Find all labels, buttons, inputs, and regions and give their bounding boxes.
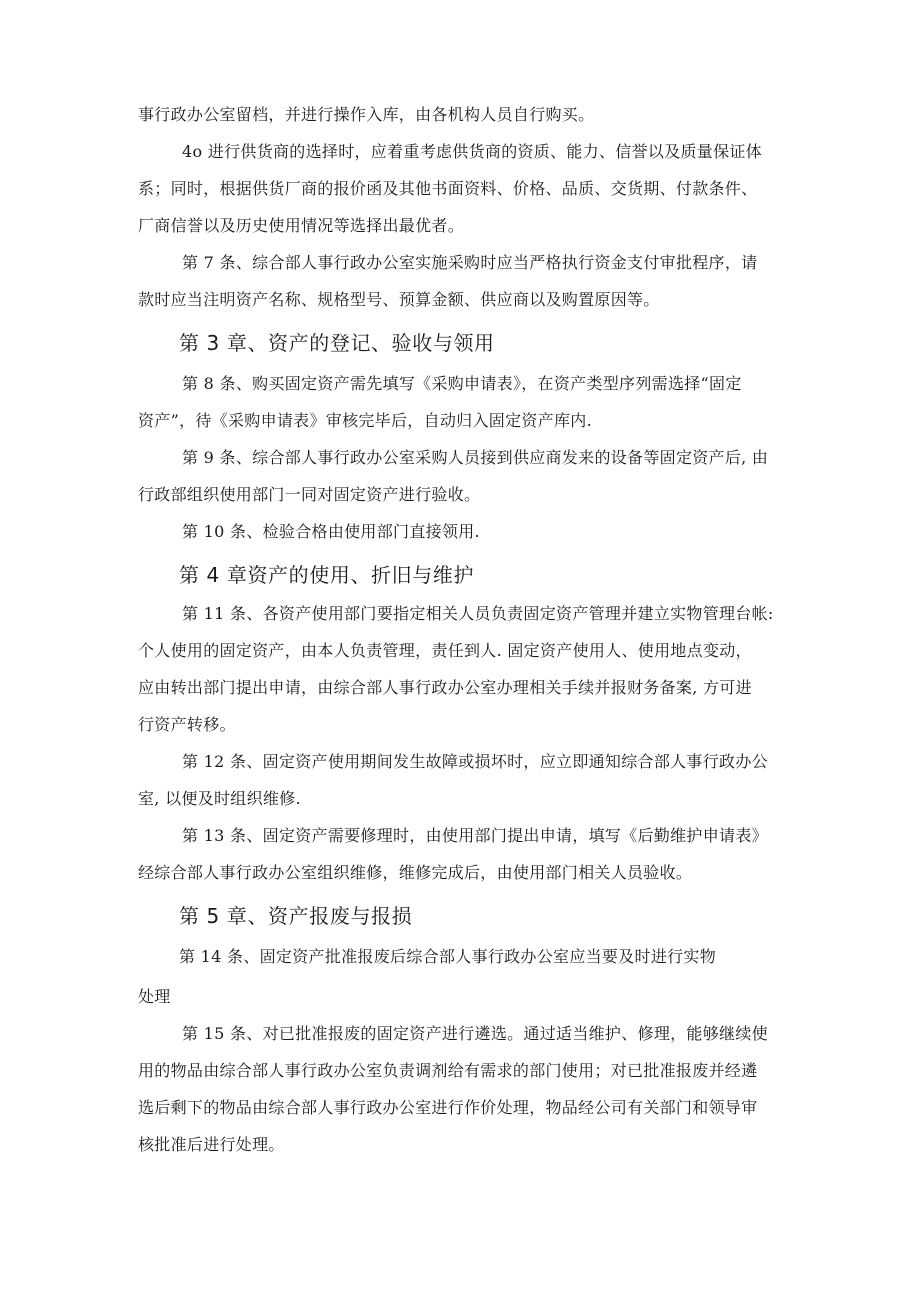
text-line: 第 12 条、固定资产使用期间发生故障或损坏时，应立即通知综合部人事行政办公 [182,752,768,771]
text-line: 4o 进行供货商的选择时，应着重考虑供货商的资质、能力、信誉以及质量保证体 [182,142,762,161]
text-line: 个人使用的固定资产，由本人负责管理，责任到人. 固定资产使用人、使用地点变动， [138,641,752,660]
chapter-heading: 第 3 章、资产的登记、验收与领用 [179,331,495,355]
chapter-heading: 第 5 章、资产报废与报损 [179,904,413,928]
text-line: 第 13 条、固定资产需要修理时，由使用部门提出申请，填写《后勤维护申请表》 [182,826,768,845]
text-line: 系；同时，根据供货厂商的报价函及其他书面资料、价格、品质、交货期、付款条件、 [138,179,758,198]
text-line: 经综合部人事行政办公室组织维修，维修完成后，由使用部门相关人员验收。 [138,863,693,882]
text-line: 核批准后进行处理。 [138,1135,285,1154]
text-line: 事行政办公室留档，并进行操作入库，由各机构人员自行购买。 [138,105,595,124]
text-line: 第 8 条、购买固定资产需先填写《采购申请表》，在资产类型序列需选择“固定 [182,374,742,393]
text-line: 用的物品由综合部人事行政办公室负责调剂给有需求的部门使用；对已批准报废并经遴 [138,1061,758,1080]
text-line: 行资产转移。 [138,715,236,734]
chapter-heading: 第 4 章资产的使用、折旧与维护 [179,563,475,587]
text-line: 第 10 条、检验合格由使用部门直接领用. [182,522,480,541]
text-line: 行政部组织使用部门一同对固定资产进行验收。 [138,485,481,504]
text-line: 第 11 条、各资产使用部门要指定相关人员负责固定资产管理并建立实物管理台帐: [182,604,774,623]
text-line: 第 9 条、综合部人事行政办公室采购人员接到供应商发来的设备等固定资产后, 由 [182,448,769,467]
text-line: 选后剩下的物品由综合部人事行政办公室进行作价处理，物品经公司有关部门和领导审 [138,1098,758,1117]
text-line: 厂商信誉以及历史使用情况等选择出最优者。 [138,216,465,235]
text-line: 第 7 条、综合部人事行政办公室实施采购时应当严格执行资金支付审批程序，请 [182,253,758,272]
text-line: 应由转出部门提出申请，由综合部人事行政办公室办理相关手续并报财务备案, 方可进 [138,678,752,697]
text-line: 室, 以便及时组织维修. [138,789,301,808]
text-line: 处理 [138,987,171,1006]
text-line: 款时应当注明资产名称、规格型号、预算金额、供应商以及购置原因等。 [138,290,660,309]
text-line: 资产”，待《采购申请表》审核完毕后，自动归入固定资产库内. [138,411,592,430]
text-line: 第 14 条、固定资产批准报废后综合部人事行政办公室应当要及时进行实物 [179,947,717,966]
text-line: 第 15 条、对已批准报废的固定资产进行遴选。通过适当维护、修理，能够继续使 [182,1024,768,1043]
